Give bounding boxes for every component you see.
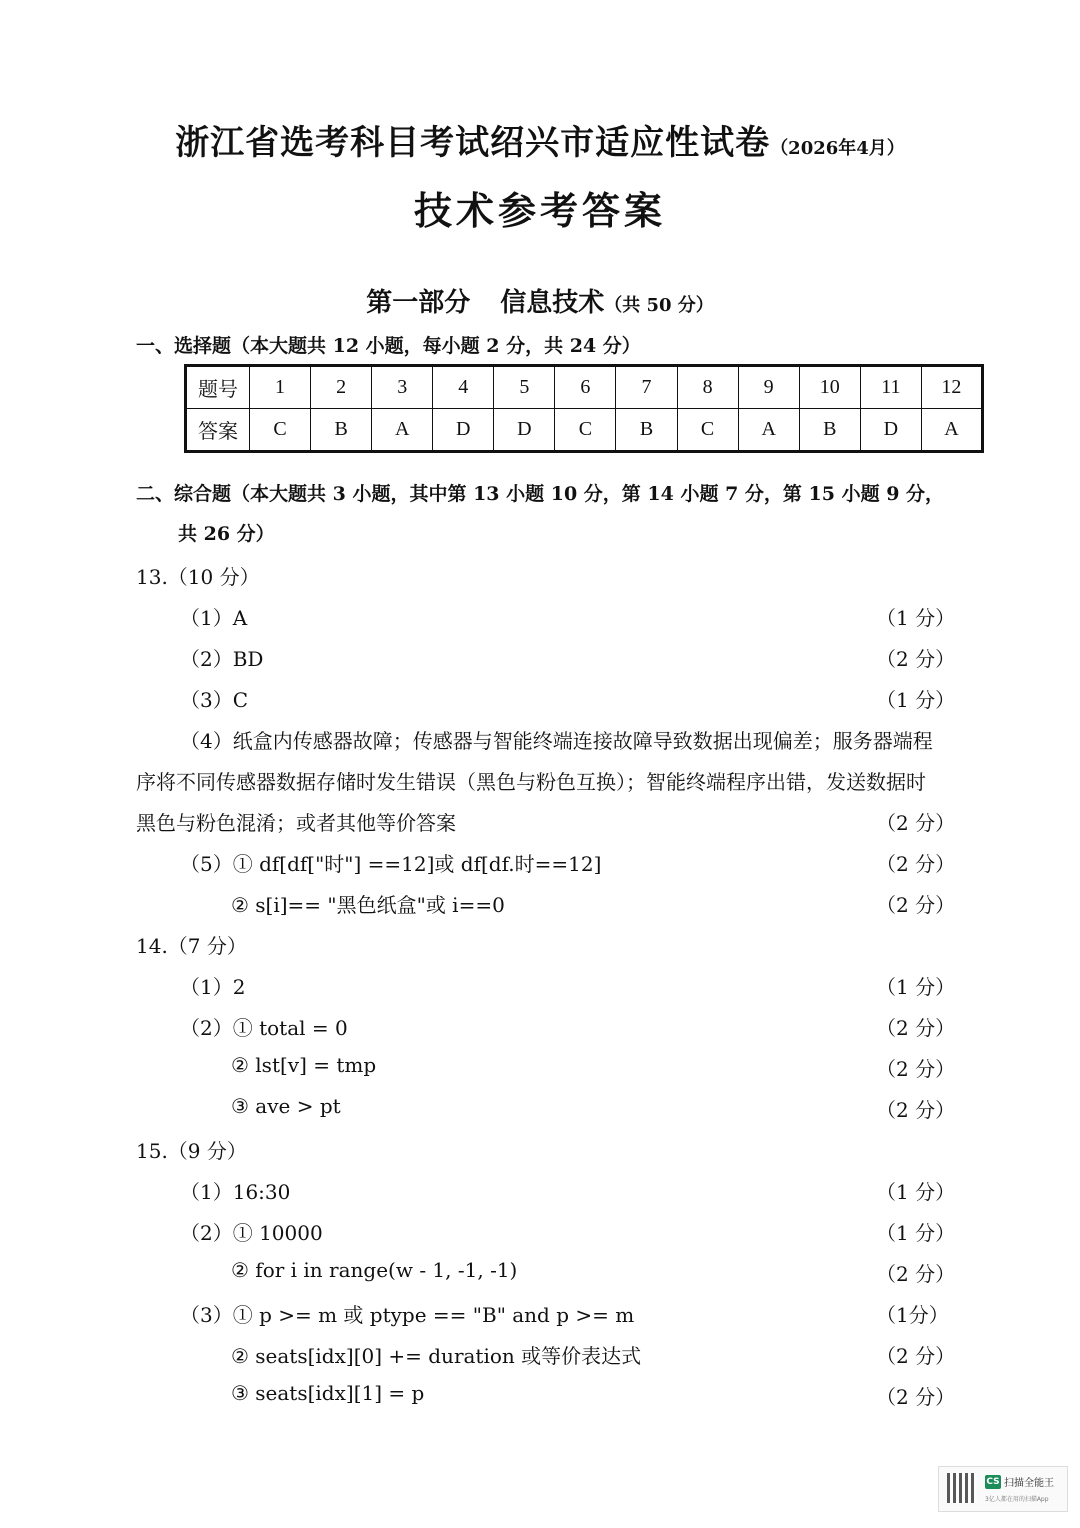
q-number: 3: [372, 366, 433, 409]
q15-item2a: （2）① 10000: [180, 1221, 323, 1245]
q15-item3c: ③ seats[idx][1] = p: [231, 1381, 425, 1405]
q13-item4-line3: 黑色与粉色混淆；或者其他等价答案: [136, 811, 456, 835]
q15-item3b: ② seats[idx][0] += duration 或等价表达式: [231, 1344, 642, 1368]
q14-item2c: ③ ave > pt: [231, 1094, 341, 1118]
row-label-answer: 答案: [186, 409, 250, 452]
q15-item3a: （3）① p >= m 或 ptype == "B" and p >= m: [180, 1303, 635, 1327]
q15-item3b-score: （2 分）: [876, 1344, 956, 1368]
q13-item4-line2: 序将不同传感器数据存储时发生错误（黑色与粉色互换）；智能终端程序出错，发送数据时: [136, 770, 926, 794]
q13-item1-score: （1 分）: [876, 606, 956, 630]
q15-item1-score: （1 分）: [876, 1180, 956, 1204]
q13-item2-score: （2 分）: [876, 647, 956, 671]
row-label-number: 题号: [186, 366, 250, 409]
q13-item5b: ② s[i]== "黑色纸盒"或 i==0: [231, 893, 505, 917]
q-answer: D: [494, 409, 555, 452]
q-number: 11: [860, 366, 921, 409]
watermark-tagline: 3亿人都在用的扫描App: [985, 1496, 1049, 1503]
section1-heading: 一、选择题（本大题共 12 小题，每小题 2 分，共 24 分）: [136, 335, 641, 357]
part-points: （共 50 分）: [604, 295, 714, 316]
q15-item3c-score: （2 分）: [876, 1385, 956, 1409]
q13-item5a: （5）① df[df["时"] ==12]或 df[df.时==12]: [180, 852, 602, 876]
q-number: 10: [799, 366, 860, 409]
q-answer: B: [799, 409, 860, 452]
q-answer: C: [677, 409, 738, 452]
exam-title-text: 浙江省选考科目考试绍兴市适应性试卷: [175, 123, 771, 163]
q-number: 4: [433, 366, 494, 409]
answer-table: [184, 364, 984, 453]
q-number: 2: [311, 366, 372, 409]
q-answer: D: [433, 409, 494, 452]
q13-item3: （3）C: [180, 688, 249, 712]
watermark-name: 扫描全能王: [1004, 1478, 1054, 1489]
exam-title: [0, 115, 1080, 164]
part-heading: [0, 282, 1080, 319]
q14-title: 14.（7 分）: [136, 934, 247, 958]
q14-item1-score: （1 分）: [876, 975, 956, 999]
q14-item1: （1）2: [180, 975, 246, 999]
q15-item2b-score: （2 分）: [876, 1262, 956, 1286]
camscanner-logo-icon: CS: [986, 1477, 1000, 1487]
q14-item2c-score: （2 分）: [876, 1098, 956, 1122]
q-number: 6: [555, 366, 616, 409]
q-answer: C: [250, 409, 311, 452]
q15-title: 15.（9 分）: [136, 1139, 247, 1163]
section2-heading-line1: 二、综合题（本大题共 3 小题，其中第 13 小题 10 分，第 14 小题 7 分，第 15 小题 9 分，: [136, 483, 945, 505]
q13-title: 13.（10 分）: [136, 565, 260, 589]
answer-table-answer-row: [186, 409, 983, 452]
q14-item2b-score: （2 分）: [876, 1057, 956, 1081]
q-number: 9: [738, 366, 799, 409]
q13-item4-score: （2 分）: [876, 811, 956, 835]
q-answer: C: [555, 409, 616, 452]
q-number: 1: [250, 366, 311, 409]
q13-item5a-score: （2 分）: [876, 852, 956, 876]
answer-table-number-row: [186, 366, 983, 409]
q-number: 7: [616, 366, 677, 409]
q-answer: A: [372, 409, 433, 452]
q14-item2a-score: （2 分）: [876, 1016, 956, 1040]
q13-item2: （2）BD: [180, 647, 264, 671]
q14-item2a: （2）① total = 0: [180, 1016, 348, 1040]
section2-heading-line2: 共 26 分）: [178, 523, 275, 545]
answer-key-title: 技术参考答案: [413, 188, 666, 233]
part-title: 第一部分: [366, 288, 471, 318]
q13-item3-score: （1 分）: [876, 688, 956, 712]
q15-item2b: ② for i in range(w - 1, -1, -1): [231, 1258, 518, 1282]
q-answer: D: [860, 409, 921, 452]
q-number: 5: [494, 366, 555, 409]
q15-item1: （1）16:30: [180, 1180, 291, 1204]
part-subject: 信息技术: [500, 288, 605, 318]
q14-item2b: ② lst[v] = tmp: [231, 1053, 377, 1077]
scanner-watermark: [938, 1466, 1068, 1512]
q-number: 12: [921, 366, 982, 409]
q13-item5b-score: （2 分）: [876, 893, 956, 917]
q-number: 8: [677, 366, 738, 409]
q-answer: B: [311, 409, 372, 452]
qr-code-icon: [947, 1473, 977, 1503]
q15-item3a-score: （1分）: [876, 1303, 949, 1327]
q-answer: A: [738, 409, 799, 452]
q13-item1: （1）A: [180, 606, 248, 630]
exam-date: （2026年4月）: [770, 138, 905, 159]
q-answer: B: [616, 409, 677, 452]
q15-item2a-score: （1 分）: [876, 1221, 956, 1245]
q13-item4-line1: （4）纸盒内传感器故障；传感器与智能终端连接故障导致数据出现偏差；服务器端程: [180, 729, 933, 753]
q-answer: A: [921, 409, 982, 452]
